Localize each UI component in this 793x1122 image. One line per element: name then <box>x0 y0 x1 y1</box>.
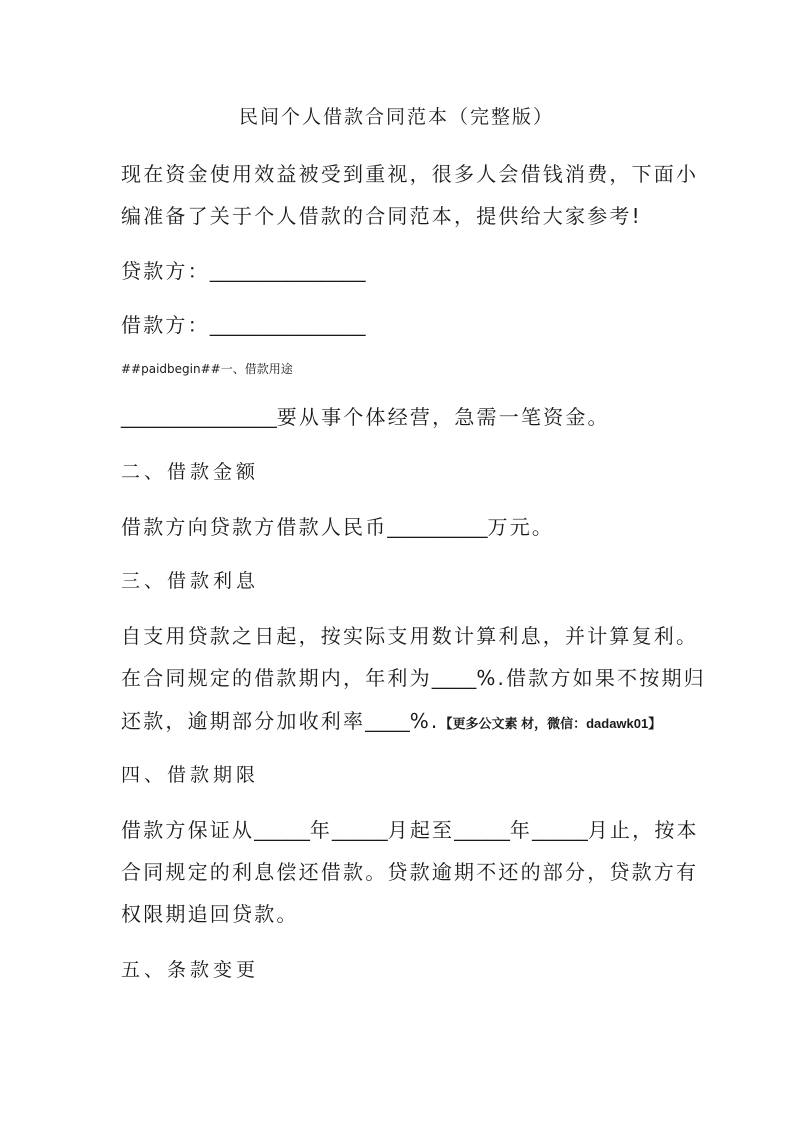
term-text-a: 借款方保证从 <box>121 818 255 842</box>
penalty-rate-blank: ____ <box>365 711 410 733</box>
lender-label: 贷款方： <box>121 259 210 283</box>
term-start-month-blank: _____ <box>332 820 388 842</box>
term-end-year-blank: _____ <box>454 820 510 842</box>
purpose-text: 要从事个体经营，急需一笔资金。 <box>276 405 610 429</box>
amount-line <box>121 513 554 542</box>
interest-line-2-suffix: %.借款方如果不按期归 <box>476 666 706 690</box>
borrower-label: 借款方： <box>121 313 210 337</box>
term-text-b: 年 <box>309 818 333 842</box>
intro-line-1: 现在资金使用效益被受到重视，很多人会借钱消费，下面小 <box>121 162 699 186</box>
section3-heading: 三、借款利息 <box>121 570 260 592</box>
term-line-1 <box>121 816 699 845</box>
amount-prefix: 借款方向贷款方借款人民币 <box>121 515 388 539</box>
amount-blank: _________ <box>387 517 488 539</box>
amount-suffix: 万元。 <box>487 515 555 539</box>
term-start-year-blank: _____ <box>254 820 310 842</box>
purpose-blank: ______________ <box>121 407 277 429</box>
wechat-note: 【更多公文素 材，微信：dadawk01】 <box>439 716 662 731</box>
interest-line-3 <box>121 707 661 738</box>
term-line-2: 合同规定的利息偿还借款。贷款逾期不还的部分，贷款方有 <box>121 860 699 884</box>
interest-line-2 <box>121 664 706 693</box>
interest-line-1: 自支用贷款之日起，按实际支用数计算利息，并计算复利。 <box>121 624 699 648</box>
document-title: 民间个人借款合同范本（完整版） <box>238 106 554 128</box>
term-line-3: 权限期追回贷款。 <box>121 902 299 926</box>
term-text-d: 年 <box>509 818 533 842</box>
section4-heading: 四、借款期限 <box>121 764 260 786</box>
interest-line-3-pct: %. <box>409 709 440 733</box>
interest-line-2-prefix: 在合同规定的借款期内，年利为 <box>121 666 432 690</box>
paid-marker: ##paidbegin##一、借款用途 <box>121 362 293 376</box>
borrower-blank: ______________ <box>209 315 366 337</box>
lender-line <box>121 257 366 286</box>
interest-line-3-prefix: 还款，逾期部分加收利率 <box>121 709 366 733</box>
term-text-c: 月起至 <box>387 818 455 842</box>
intro-line-2: 编准备了关于个人借款的合同范本，提供给大家参考! <box>121 204 642 228</box>
purpose-line <box>121 403 610 432</box>
lender-blank: ______________ <box>209 261 366 283</box>
borrower-line <box>121 311 366 340</box>
term-end-month-blank: _____ <box>532 820 588 842</box>
term-text-e: 月止，按本 <box>587 818 699 842</box>
section2-heading: 二、借款金额 <box>121 461 260 483</box>
interest-rate-blank: ____ <box>431 668 477 690</box>
section5-heading: 五、条款变更 <box>121 959 260 981</box>
